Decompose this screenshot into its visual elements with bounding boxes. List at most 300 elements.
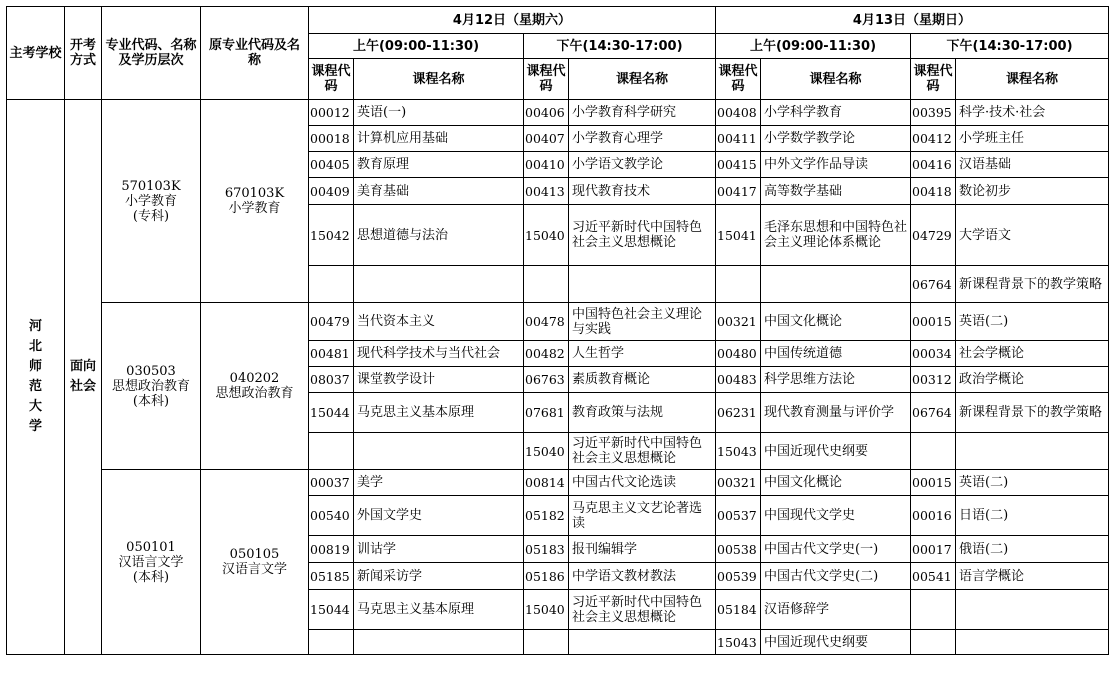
course-code: 00481 — [310, 346, 350, 361]
course-code-cell — [716, 393, 761, 433]
course-code-cell — [716, 536, 761, 563]
course-name-cell — [761, 630, 911, 655]
header-session-0-0 — [309, 34, 524, 59]
orig-major-code: 040202 — [229, 371, 280, 386]
course-name-cell — [761, 367, 911, 393]
course-code-cell — [309, 470, 354, 496]
course-code-cell — [309, 178, 354, 205]
course-code-cell — [911, 178, 956, 205]
course-code: 00410 — [525, 157, 565, 172]
course-code: 00015 — [912, 314, 952, 329]
course-code: 05184 — [717, 602, 757, 617]
course-code: 00016 — [912, 508, 952, 523]
course-code-label: 课程代码 — [718, 64, 758, 94]
course-code: 00539 — [717, 568, 757, 584]
course-name-label: 课程名称 — [412, 71, 465, 87]
header-session-1-1 — [911, 34, 1109, 59]
header-session-0-1 — [524, 34, 716, 59]
course-code-cell — [524, 126, 569, 152]
course-code-cell — [911, 100, 956, 126]
course-name-cell — [569, 536, 716, 563]
course-name-cell — [569, 100, 716, 126]
course-name: 英语(一) — [357, 105, 407, 120]
course-code-cell — [911, 393, 956, 433]
course-name: 小学科学教育 — [764, 105, 843, 120]
course-name: 教育原理 — [357, 157, 410, 172]
course-code: 00409 — [310, 183, 350, 199]
course-name: 英语(二) — [959, 475, 1009, 490]
course-name-cell — [569, 341, 716, 367]
course-name: 习近平新时代中国特色社会主义思想概论 — [572, 220, 703, 250]
course-name: 课堂教学设计 — [357, 372, 436, 387]
course-name-cell — [761, 536, 911, 563]
course-code-cell — [911, 470, 956, 496]
header-course-code — [716, 59, 761, 100]
course-code-cell — [911, 536, 956, 563]
course-name-cell — [569, 470, 716, 496]
course-code: 00411 — [717, 131, 757, 146]
exam-method-cell — [65, 100, 102, 655]
school-char: 河 — [28, 319, 42, 334]
course-code-cell — [524, 303, 569, 341]
course-code-cell — [716, 266, 761, 303]
course-name-cell — [354, 266, 524, 303]
course-name: 中国近现代史纲要 — [764, 443, 869, 459]
course-code-cell — [911, 152, 956, 178]
course-code: 00482 — [525, 346, 565, 361]
course-code-cell — [524, 205, 569, 266]
course-name: 美育基础 — [357, 183, 410, 199]
course-name: 英语(二) — [959, 314, 1009, 329]
course-code-cell — [716, 152, 761, 178]
course-name-cell — [761, 393, 911, 433]
course-name: 科学思维方法论 — [764, 372, 856, 387]
course-code-cell — [524, 341, 569, 367]
course-code: 00814 — [525, 475, 565, 490]
header-course-code — [911, 59, 956, 100]
course-code: 00321 — [717, 475, 757, 490]
course-code-cell — [309, 266, 354, 303]
course-name-cell — [761, 496, 911, 536]
course-name-cell — [354, 590, 524, 630]
course-code: 00537 — [717, 508, 757, 523]
course-code-cell — [524, 496, 569, 536]
course-name: 现代教育技术 — [572, 183, 651, 199]
course-code-cell — [911, 341, 956, 367]
course-code: 00538 — [717, 541, 757, 557]
course-code-cell — [309, 433, 354, 470]
course-code-cell — [716, 563, 761, 590]
course-name: 马克思主义基本原理 — [357, 602, 475, 617]
course-name-cell — [761, 266, 911, 303]
course-name: 报刊编辑学 — [572, 541, 638, 557]
course-code-cell — [911, 367, 956, 393]
course-code-cell — [524, 630, 569, 655]
course-name: 高等数学基础 — [764, 183, 843, 199]
course-code: 00417 — [717, 183, 757, 199]
major-cell — [102, 303, 201, 470]
course-code: 15040 — [525, 443, 565, 459]
school-cell — [7, 100, 65, 655]
course-code: 04729 — [912, 227, 952, 243]
course-code-cell — [309, 630, 354, 655]
course-name-cell — [956, 536, 1109, 563]
table-row — [7, 470, 1109, 496]
course-code-cell — [309, 536, 354, 563]
course-name-cell — [569, 433, 716, 470]
course-name-cell — [569, 152, 716, 178]
course-name-cell — [354, 630, 524, 655]
course-code: 08037 — [310, 372, 350, 387]
course-name: 汉语基础 — [959, 157, 1012, 172]
course-name: 中国古代文学史(一) — [764, 541, 879, 557]
course-code-cell — [524, 433, 569, 470]
course-code-cell — [524, 367, 569, 393]
session-label: 下午(14:30-17:00) — [946, 38, 1073, 54]
course-name-cell — [761, 341, 911, 367]
major-cell — [102, 470, 201, 655]
course-code-cell — [716, 205, 761, 266]
course-name-cell — [761, 590, 911, 630]
header-row-dates — [7, 7, 1109, 34]
course-code-cell — [524, 266, 569, 303]
course-name: 新课程背景下的教学策略 — [959, 276, 1103, 292]
course-code: 15042 — [310, 227, 350, 243]
course-code-cell — [309, 393, 354, 433]
course-code: 00478 — [525, 314, 565, 329]
course-name-cell — [956, 470, 1109, 496]
course-code: 00012 — [310, 105, 350, 120]
header-orig-major — [201, 7, 309, 100]
course-name: 数论初步 — [959, 183, 1012, 199]
course-code: 06764 — [912, 405, 952, 420]
course-name-cell — [354, 205, 524, 266]
course-code: 00321 — [717, 314, 757, 329]
course-code: 00483 — [717, 372, 757, 387]
method-line: 社会 — [69, 379, 96, 394]
course-code-cell — [716, 178, 761, 205]
major-name: 汉语言文学 — [118, 554, 184, 570]
course-code-cell — [911, 433, 956, 470]
course-code-cell — [716, 590, 761, 630]
course-name: 大学语文 — [959, 227, 1012, 243]
course-name: 中国古代文学史(二) — [764, 568, 879, 584]
course-code: 00541 — [912, 568, 952, 584]
major-level: (专科) — [132, 208, 170, 224]
course-code-cell — [309, 303, 354, 341]
course-name: 外国文学史 — [357, 508, 423, 523]
course-code-cell — [309, 563, 354, 590]
orig-major-name: 小学教育 — [228, 201, 281, 216]
course-code-cell — [716, 341, 761, 367]
course-code: 15041 — [717, 227, 757, 243]
course-code-cell — [524, 470, 569, 496]
course-code: 00415 — [717, 157, 757, 172]
course-name-cell — [956, 303, 1109, 341]
course-name-cell — [354, 152, 524, 178]
date-label: 4月12日（星期六） — [452, 12, 572, 28]
course-name-cell — [354, 470, 524, 496]
course-code: 15040 — [525, 227, 565, 243]
course-code: 00018 — [310, 131, 350, 146]
course-code-cell — [524, 536, 569, 563]
course-name-cell — [956, 563, 1109, 590]
course-name-label: 课程名称 — [615, 71, 668, 87]
course-name-cell — [569, 126, 716, 152]
course-name: 习近平新时代中国特色社会主义思想概论 — [572, 436, 703, 466]
course-name: 政治学概论 — [959, 372, 1025, 387]
course-code-cell — [716, 100, 761, 126]
major-code: 030503 — [126, 363, 176, 379]
course-name: 小学教育科学研究 — [572, 105, 677, 120]
course-name-cell — [354, 393, 524, 433]
course-name-cell — [354, 341, 524, 367]
course-name: 小学教育心理学 — [572, 131, 664, 146]
course-name-cell — [956, 266, 1109, 303]
course-name: 小学语文教学论 — [572, 157, 664, 172]
header-date-1 — [716, 7, 1109, 34]
header-method-label: 开考方式 — [69, 38, 96, 68]
exam-schedule-table — [6, 6, 1109, 655]
course-name-cell — [761, 100, 911, 126]
header-course-name — [956, 59, 1109, 100]
course-name: 计算机应用基础 — [357, 131, 449, 146]
course-code-cell — [716, 367, 761, 393]
course-code-cell — [716, 433, 761, 470]
header-course-code — [524, 59, 569, 100]
course-code-label: 课程代码 — [913, 64, 953, 94]
header-course-code — [309, 59, 354, 100]
course-name: 中国古代文论选读 — [572, 475, 677, 490]
major-name: 小学教育 — [124, 193, 177, 209]
method-line: 面向 — [69, 359, 96, 374]
course-name-cell — [761, 433, 911, 470]
course-code: 15040 — [525, 602, 565, 617]
course-code-cell — [309, 205, 354, 266]
course-name: 中国近现代史纲要 — [764, 634, 869, 650]
course-name-cell — [569, 590, 716, 630]
course-code: 00408 — [717, 105, 757, 120]
course-code: 07681 — [525, 405, 565, 420]
course-code: 00015 — [912, 475, 952, 490]
school-char: 学 — [28, 419, 42, 434]
major-code: 570103K — [121, 178, 181, 194]
course-name-cell — [569, 205, 716, 266]
course-code-cell — [911, 630, 956, 655]
course-name-cell — [354, 303, 524, 341]
course-code: 00395 — [912, 105, 952, 120]
course-name-cell — [761, 303, 911, 341]
orig-major-name: 汉语言文学 — [221, 562, 287, 577]
header-school-label: 主考学校 — [9, 45, 62, 61]
course-code-cell — [911, 590, 956, 630]
course-code: 06231 — [717, 405, 757, 420]
session-label: 下午(14:30-17:00) — [556, 38, 683, 54]
course-name-cell — [761, 563, 911, 590]
course-code-cell — [911, 496, 956, 536]
course-name-cell — [761, 470, 911, 496]
course-name: 毛泽东思想和中国特色社会主义理论体系概论 — [764, 220, 908, 250]
course-name-cell — [956, 341, 1109, 367]
course-code-cell — [309, 100, 354, 126]
course-name-cell — [569, 303, 716, 341]
date-label: 4月13日（星期日） — [852, 12, 972, 28]
course-name: 俄语(二) — [959, 541, 1009, 557]
course-name: 汉语修辞学 — [764, 602, 830, 617]
course-code: 00418 — [912, 183, 952, 199]
major-code: 050101 — [126, 539, 176, 555]
course-name-cell — [569, 563, 716, 590]
session-label: 上午(09:00-11:30) — [749, 38, 877, 54]
course-name: 中外文学作品导读 — [764, 157, 869, 172]
course-name: 现代教育测量与评价学 — [764, 405, 895, 420]
course-code: 15043 — [717, 634, 757, 650]
course-name-cell — [761, 205, 911, 266]
course-code-cell — [716, 303, 761, 341]
school-char: 大 — [28, 399, 42, 414]
course-name-cell — [354, 178, 524, 205]
course-name-cell — [761, 126, 911, 152]
course-code: 00037 — [310, 475, 350, 490]
course-name-cell — [569, 266, 716, 303]
header-major-label: 专业代码、名称及学历层次 — [105, 38, 197, 68]
course-name: 科学·技术·社会 — [959, 105, 1046, 120]
session-label: 上午(09:00-11:30) — [352, 38, 480, 54]
course-name-cell — [956, 433, 1109, 470]
orig-major-cell — [201, 470, 309, 655]
course-name-cell — [956, 496, 1109, 536]
orig-major-cell — [201, 303, 309, 470]
course-name-cell — [569, 367, 716, 393]
course-name: 社会学概论 — [959, 346, 1025, 361]
header-orig-major-label: 原专业代码及名称 — [208, 38, 300, 68]
course-code-cell — [716, 496, 761, 536]
course-name-cell — [761, 178, 911, 205]
school-char: 北 — [28, 339, 42, 354]
course-code: 00540 — [310, 508, 350, 523]
orig-major-code: 050105 — [229, 547, 280, 562]
major-level: (本科) — [132, 569, 170, 585]
course-name: 思想道德与法治 — [357, 227, 449, 243]
course-name-label: 课程名称 — [809, 71, 862, 87]
course-code-cell — [524, 152, 569, 178]
course-code: 00034 — [912, 346, 952, 361]
header-course-name — [761, 59, 911, 100]
course-name: 新闻采访学 — [357, 568, 423, 584]
course-name: 马克思主义文艺论著选读 — [572, 500, 703, 531]
course-code-cell — [524, 590, 569, 630]
school-char: 师 — [28, 359, 42, 374]
course-code: 00412 — [912, 131, 952, 146]
course-name-cell — [956, 205, 1109, 266]
course-code-cell — [309, 590, 354, 630]
course-name: 习近平新时代中国特色社会主义思想概论 — [572, 594, 703, 625]
course-name: 马克思主义基本原理 — [357, 405, 475, 420]
course-name-cell — [354, 100, 524, 126]
course-name: 日语(二) — [959, 508, 1009, 523]
course-code-cell — [309, 367, 354, 393]
course-name: 中国特色社会主义理论与实践 — [572, 306, 703, 337]
header-session-1-0 — [716, 34, 911, 59]
course-name: 当代资本主义 — [357, 314, 436, 329]
course-code: 00407 — [525, 131, 565, 146]
course-name: 语言学概论 — [959, 568, 1025, 584]
course-code: 05182 — [525, 508, 565, 523]
course-name: 小学班主任 — [959, 131, 1025, 146]
header-date-0 — [309, 7, 716, 34]
course-code: 00406 — [525, 105, 565, 120]
course-name: 新课程背景下的教学策略 — [959, 405, 1103, 420]
course-code-cell — [716, 630, 761, 655]
course-code: 06763 — [525, 372, 565, 387]
course-name-cell — [956, 590, 1109, 630]
course-code: 05183 — [525, 541, 565, 557]
course-name-cell — [354, 433, 524, 470]
course-code: 00413 — [525, 183, 565, 199]
course-code: 05185 — [310, 568, 350, 584]
orig-major-cell — [201, 100, 309, 303]
course-name-cell — [956, 178, 1109, 205]
course-code-cell — [309, 126, 354, 152]
course-name: 人生哲学 — [572, 346, 625, 361]
course-code: 05186 — [525, 568, 565, 584]
course-code: 00819 — [310, 541, 350, 557]
course-name: 中国文化概论 — [764, 475, 843, 490]
major-cell — [102, 100, 201, 303]
course-code-cell — [716, 126, 761, 152]
course-name-cell — [956, 367, 1109, 393]
table-row — [7, 100, 1109, 126]
course-code: 15044 — [310, 405, 350, 420]
course-code: 15043 — [717, 443, 757, 459]
course-name-cell — [569, 393, 716, 433]
orig-major-code: 670103K — [224, 186, 285, 201]
course-code-cell — [309, 341, 354, 367]
header-method — [65, 7, 102, 100]
course-name: 美学 — [357, 475, 384, 490]
course-code: 00416 — [912, 157, 952, 172]
course-code: 00017 — [912, 541, 952, 557]
course-code-cell — [524, 178, 569, 205]
header-course-name — [354, 59, 524, 100]
course-code-cell — [911, 205, 956, 266]
course-name-cell — [956, 126, 1109, 152]
course-code-cell — [911, 563, 956, 590]
course-code-cell — [911, 126, 956, 152]
course-name-cell — [956, 393, 1109, 433]
orig-major-name: 思想政治教育 — [215, 386, 294, 401]
course-name-cell — [569, 496, 716, 536]
course-code: 00405 — [310, 157, 350, 172]
course-name-cell — [569, 630, 716, 655]
course-name-cell — [569, 178, 716, 205]
course-code: 00312 — [912, 372, 952, 387]
header-school — [7, 7, 65, 100]
course-code-cell — [911, 303, 956, 341]
course-code-cell — [524, 100, 569, 126]
course-name-cell — [761, 152, 911, 178]
course-code: 15044 — [310, 602, 350, 617]
course-code-cell — [524, 393, 569, 433]
course-code: 06764 — [912, 276, 952, 292]
header-major — [102, 7, 201, 100]
course-name: 现代科学技术与当代社会 — [357, 346, 501, 361]
school-char: 范 — [28, 379, 42, 394]
course-name: 中学语文教材教法 — [572, 568, 677, 584]
course-code-cell — [911, 266, 956, 303]
course-name: 素质教育概论 — [572, 372, 651, 387]
course-name-cell — [354, 126, 524, 152]
